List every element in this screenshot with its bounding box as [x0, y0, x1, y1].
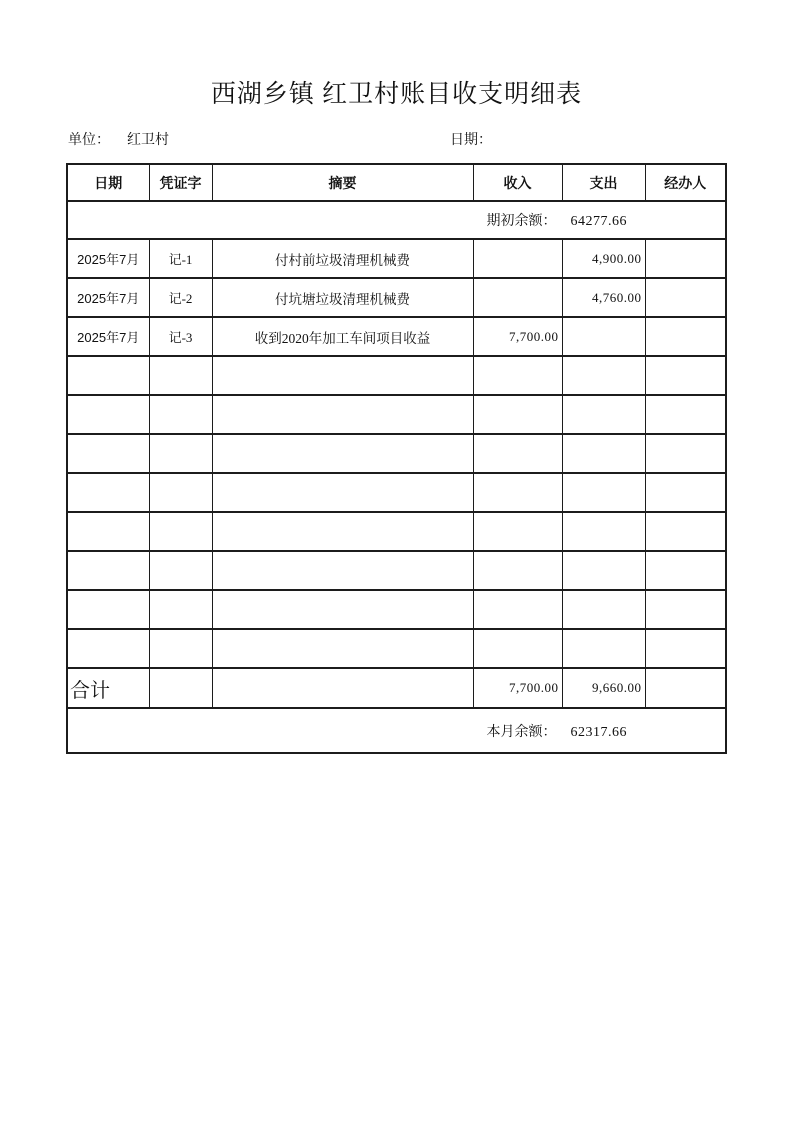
empty-cell: [212, 668, 473, 708]
col-header-handler: 经办人: [645, 164, 726, 201]
empty-cell: [562, 473, 645, 512]
empty-cell: [473, 473, 562, 512]
empty-cell: [67, 512, 149, 551]
empty-cell: [562, 590, 645, 629]
unit-value: 红卫村: [127, 133, 169, 148]
empty-cell: [645, 668, 726, 708]
opening-balance-cell: [67, 201, 726, 239]
income-cell: 7,700.00: [473, 317, 562, 356]
opening-balance-label: 期初余额：: [486, 214, 557, 229]
empty-cell: [212, 629, 473, 668]
monthly-balance-row: [67, 708, 726, 753]
empty-row: [67, 512, 726, 551]
empty-row: [67, 590, 726, 629]
empty-cell: [149, 551, 212, 590]
empty-cell: [149, 473, 212, 512]
empty-cell: [562, 551, 645, 590]
table-row: [67, 278, 726, 317]
empty-cell: [645, 395, 726, 434]
table-row: [67, 317, 726, 356]
empty-row: [67, 356, 726, 395]
empty-row: [67, 629, 726, 668]
header-row: [67, 164, 726, 201]
handler-cell: [645, 278, 726, 317]
date-cell: 2025年7月: [67, 317, 149, 356]
expense-cell: 4,900.00: [562, 239, 645, 278]
monthly-balance-label: 本月余额：: [486, 724, 557, 740]
date-label: 日期：: [450, 133, 492, 148]
table-row: [67, 239, 726, 278]
date-cell: 2025年7月: [67, 278, 149, 317]
col-header-income: 收入: [473, 164, 562, 201]
handler-cell: [645, 239, 726, 278]
total-expense-cell: 9,660.00: [562, 668, 645, 708]
empty-cell: [645, 629, 726, 668]
empty-cell: [212, 395, 473, 434]
opening-balance-row: [67, 201, 726, 239]
empty-row: [67, 395, 726, 434]
empty-cell: [149, 356, 212, 395]
unit-label: 单位：: [68, 133, 110, 148]
empty-cell: [212, 473, 473, 512]
empty-row: [67, 473, 726, 512]
empty-cell: [212, 551, 473, 590]
total-row: [67, 668, 726, 708]
col-header-summary: 摘要: [212, 164, 473, 201]
empty-row: [67, 551, 726, 590]
col-header-voucher: 凭证字: [149, 164, 212, 201]
expense-cell: [562, 317, 645, 356]
empty-cell: [149, 668, 212, 708]
total-income-cell: 7,700.00: [473, 668, 562, 708]
col-header-date: 日期: [67, 164, 149, 201]
empty-cell: [473, 356, 562, 395]
monthly-balance-cell: [67, 708, 726, 753]
empty-cell: [67, 590, 149, 629]
empty-cell: [149, 590, 212, 629]
income-cell: [473, 278, 562, 317]
voucher-cell: 记-2: [149, 278, 212, 317]
empty-cell: [562, 434, 645, 473]
handler-cell: [645, 317, 726, 356]
empty-cell: [67, 473, 149, 512]
opening-balance-value: 64277.66: [570, 214, 627, 229]
date-cell: 2025年7月: [67, 239, 149, 278]
summary-cell: 收到2020年加工车间项目收益: [212, 317, 473, 356]
empty-cell: [562, 512, 645, 551]
empty-cell: [473, 551, 562, 590]
empty-cell: [645, 473, 726, 512]
page-title: 西湖乡镇 红卫村账目收支明细表: [210, 81, 583, 108]
empty-cell: [149, 434, 212, 473]
empty-cell: [67, 395, 149, 434]
empty-row: [67, 434, 726, 473]
empty-cell: [67, 629, 149, 668]
total-label-cell: 合计: [67, 668, 149, 708]
ledger-table: [66, 163, 727, 754]
empty-cell: [149, 395, 212, 434]
empty-cell: [473, 434, 562, 473]
empty-cell: [473, 395, 562, 434]
empty-cell: [212, 356, 473, 395]
summary-cell: 付村前垃圾清理机械费: [212, 239, 473, 278]
empty-cell: [67, 434, 149, 473]
empty-cell: [473, 629, 562, 668]
empty-cell: [149, 512, 212, 551]
col-header-expense: 支出: [562, 164, 645, 201]
empty-cell: [562, 629, 645, 668]
monthly-balance-value: 62317.66: [570, 724, 627, 740]
empty-cell: [645, 356, 726, 395]
empty-cell: [473, 512, 562, 551]
empty-cell: [562, 395, 645, 434]
empty-cell: [212, 512, 473, 551]
expense-cell: 4,760.00: [562, 278, 645, 317]
meta-line: [0, 129, 793, 149]
empty-cell: [149, 629, 212, 668]
empty-cell: [67, 356, 149, 395]
voucher-cell: 记-3: [149, 317, 212, 356]
empty-cell: [212, 590, 473, 629]
empty-cell: [645, 434, 726, 473]
empty-cell: [645, 551, 726, 590]
empty-cell: [562, 356, 645, 395]
empty-cell: [67, 551, 149, 590]
income-cell: [473, 239, 562, 278]
empty-cell: [645, 512, 726, 551]
summary-cell: 付坑塘垃圾清理机械费: [212, 278, 473, 317]
empty-cell: [645, 590, 726, 629]
voucher-cell: 记-1: [149, 239, 212, 278]
empty-cell: [473, 590, 562, 629]
empty-cell: [212, 434, 473, 473]
